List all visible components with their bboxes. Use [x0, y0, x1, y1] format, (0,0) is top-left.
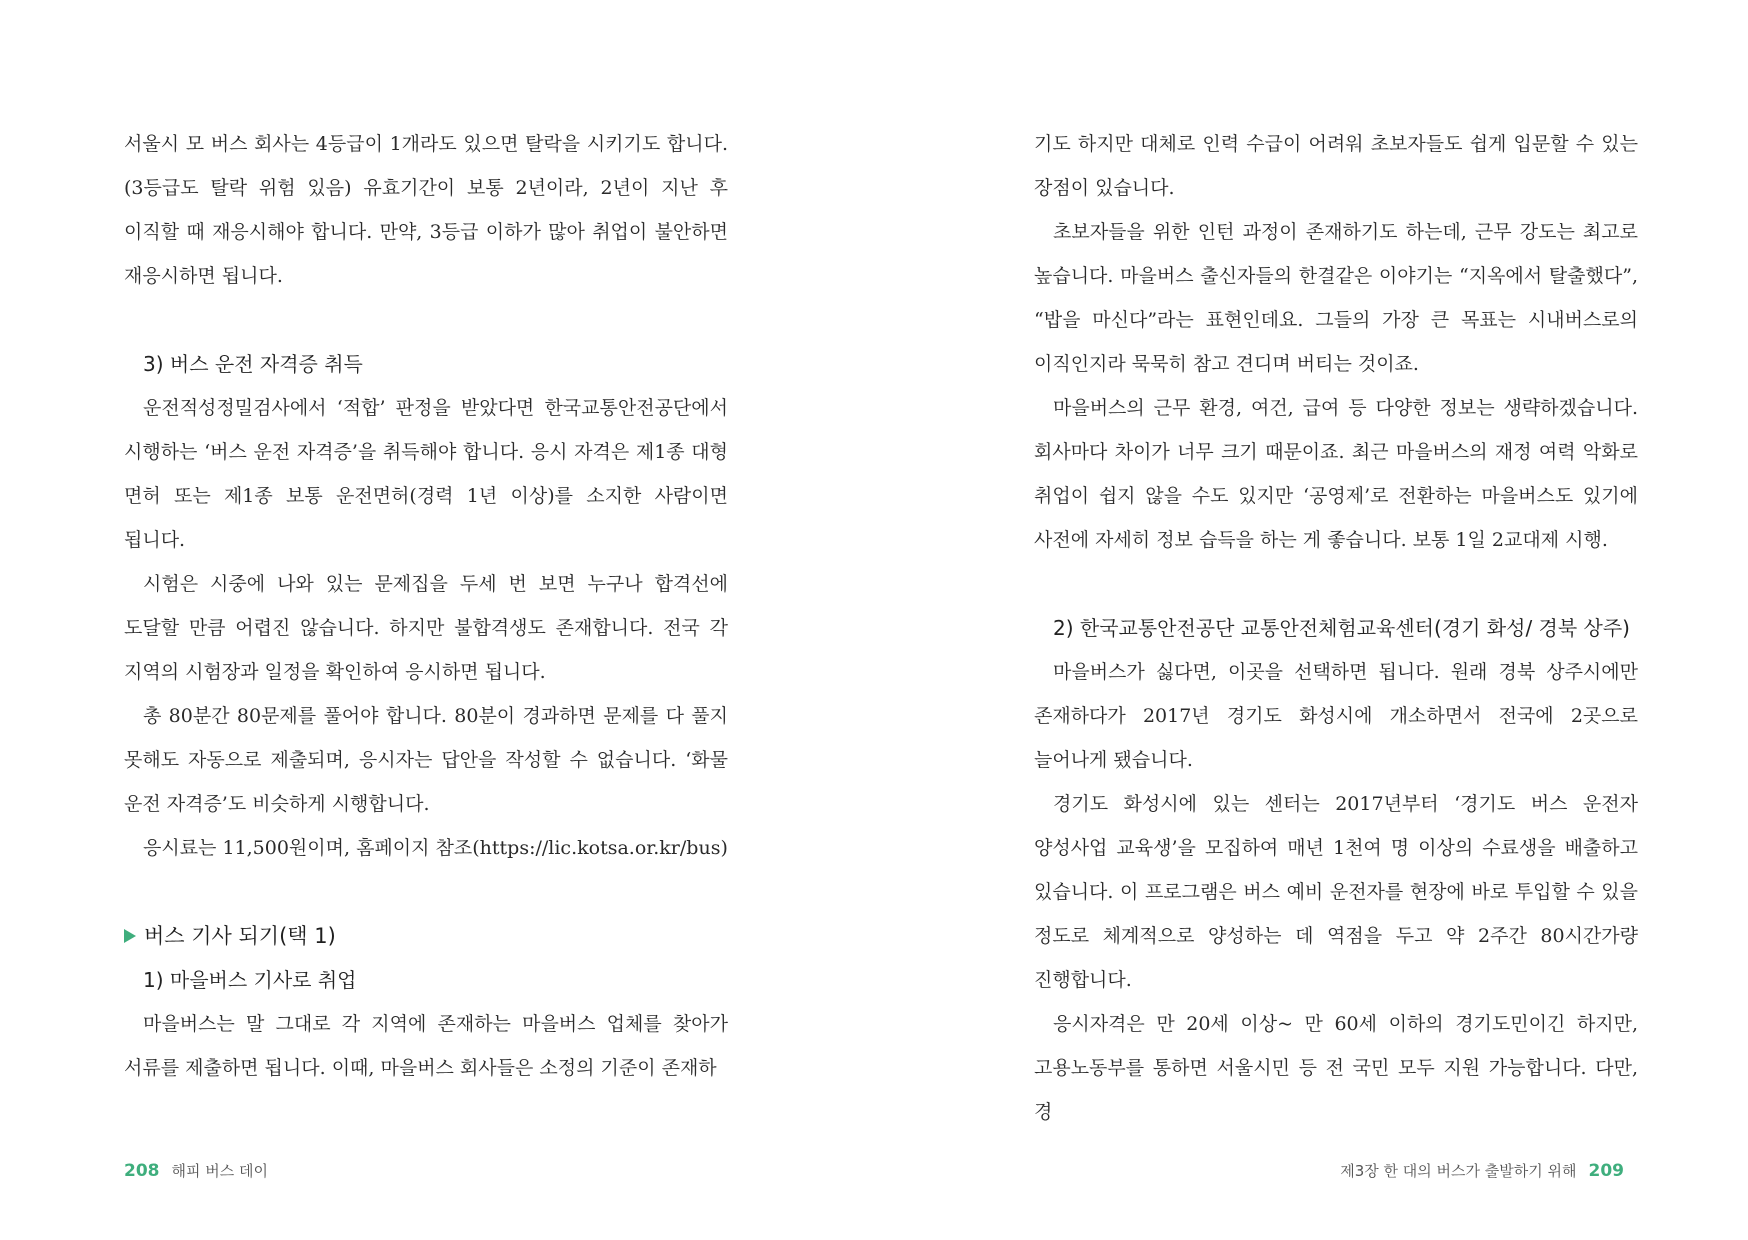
body-paragraph: 마을버스는 말 그대로 각 지역에 존재하는 마을버스 업체를 찾아가 서류를 제출하면 됩니다. 이때, 마을버스 회사들은 소정의 기준이 존재하	[124, 1013, 728, 1079]
subheading-village: 1) 마을버스 기사로 취업	[143, 968, 357, 992]
body-paragraph: 시험은 시중에 나와 있는 문제집을 두세 번 보면 누구나 합격선에 도달할 만큼 어렵진 않습니다. 하지만 불합격생도 존재합니다. 전국 각 지역의 시험장과 일정을 확인하여 응시하면 됩니다.	[124, 573, 728, 683]
chapter-title: 제3장 한 대의 버스가 출발하기 위해	[1340, 1162, 1577, 1180]
left-text-column	[124, 122, 728, 1090]
section-heading	[124, 914, 728, 958]
body-paragraph: 마을버스가 싫다면, 이곳을 선택하면 됩니다. 원래 경북 상주시에만 존재하다가 2017년 경기도 화성시에 개소하면서 전국에 2곳으로 늘어나게 됐습니다.	[1034, 661, 1638, 771]
body-paragraph: 서울시 모 버스 회사는 4등급이 1개라도 있으면 탈락을 시키기도 합니다.(3등급도 탈락 위험 있음) 유효기간이 보통 2년이라, 2년이 지난 후 이직할 때 재응시해야 합니다. 만약, 3등급 이하가 많아 취업이 불안하면 재응시하면 됩니다.	[124, 133, 728, 287]
subheading-license: 3) 버스 운전 자격증 취득	[143, 352, 363, 376]
body-paragraph: 응시료는 11,500원이며, 홈페이지 참조(https://lic.kotsa.or.kr/bus)	[143, 837, 728, 859]
left-footer	[124, 1160, 268, 1181]
right-page	[874, 0, 1748, 1240]
paragraph-gap	[1034, 562, 1638, 606]
body-paragraph: 마을버스의 근무 환경, 여건, 급여 등 다양한 정보는 생략하겠습니다. 회사마다 차이가 너무 크기 때문이죠. 최근 마을버스의 재정 여력 악화로 취업이 쉽지 않을 수도 있지만 ‘공영제’로 전환하는 마을버스도 있기에 사전에 자세히 정보 습득을 하는 게 좋습니다. 보통 1일 2교대제 시행.	[1034, 397, 1638, 551]
body-paragraph: 경기도 화성시에 있는 센터는 2017년부터 ‘경기도 버스 운전자 양성사업 교육생’을 모집하여 매년 1천여 명 이상의 수료생을 배출하고 있습니다. 이 프로그램은 버스 예비 운전자를 현장에 바로 투입할 수 있을 정도로 체계적으로 양성하는 데 역점을 두고 약 2주간 80시간가량 진행합니다.	[1034, 793, 1638, 991]
body-paragraph: 운전적성정밀검사에서 ‘적합’ 판정을 받았다면 한국교통안전공단에서 시행하는 ‘버스 운전 자격증’을 취득해야 합니다. 응시 자격은 제1종 대형 면허 또는 제1종 보통 운전면허(경력 1년 이상)를 소지한 사람이면 됩니다.	[124, 397, 728, 551]
book-title: 해피 버스 데이	[171, 1162, 268, 1180]
body-paragraph: 초보자들을 위한 인턴 과정이 존재하기도 하는데, 근무 강도는 최고로 높습니다. 마을버스 출신자들의 한결같은 이야기는 “지옥에서 탈출했다”, “밥을 마신다”라는 표현인데요. 그들의 가장 큰 목표는 시내버스로의 이직인지라 묵묵히 참고 견디며 버티는 것이죠.	[1034, 221, 1638, 375]
section-heading-text: 버스 기사 되기(택 1)	[144, 924, 336, 948]
triangle-marker-icon	[124, 929, 136, 943]
right-footer	[1340, 1160, 1624, 1181]
page-number: 208	[124, 1161, 160, 1181]
paragraph-gap	[124, 870, 728, 914]
body-paragraph: 기도 하지만 대체로 인력 수급이 어려워 초보자들도 쉽게 입문할 수 있는 장점이 있습니다.	[1034, 133, 1638, 199]
subheading-center: 2) 한국교통안전공단 교통안전체험교육센터(경기 화성/ 경북 상주)	[1053, 616, 1630, 640]
right-text-column	[1034, 122, 1638, 1134]
paragraph-gap	[124, 298, 728, 342]
body-paragraph: 응시자격은 만 20세 이상~ 만 60세 이하의 경기도민이긴 하지만, 고용노동부를 통하면 서울시민 등 전 국민 모두 지원 가능합니다. 다만, 경	[1034, 1013, 1638, 1123]
page-number: 209	[1588, 1161, 1624, 1181]
body-paragraph: 총 80분간 80문제를 풀어야 합니다. 80분이 경과하면 문제를 다 풀지 못해도 자동으로 제출되며, 응시자는 답안을 작성할 수 없습니다. ‘화물 운전 자격증’도 비슷하게 시행합니다.	[124, 705, 728, 815]
